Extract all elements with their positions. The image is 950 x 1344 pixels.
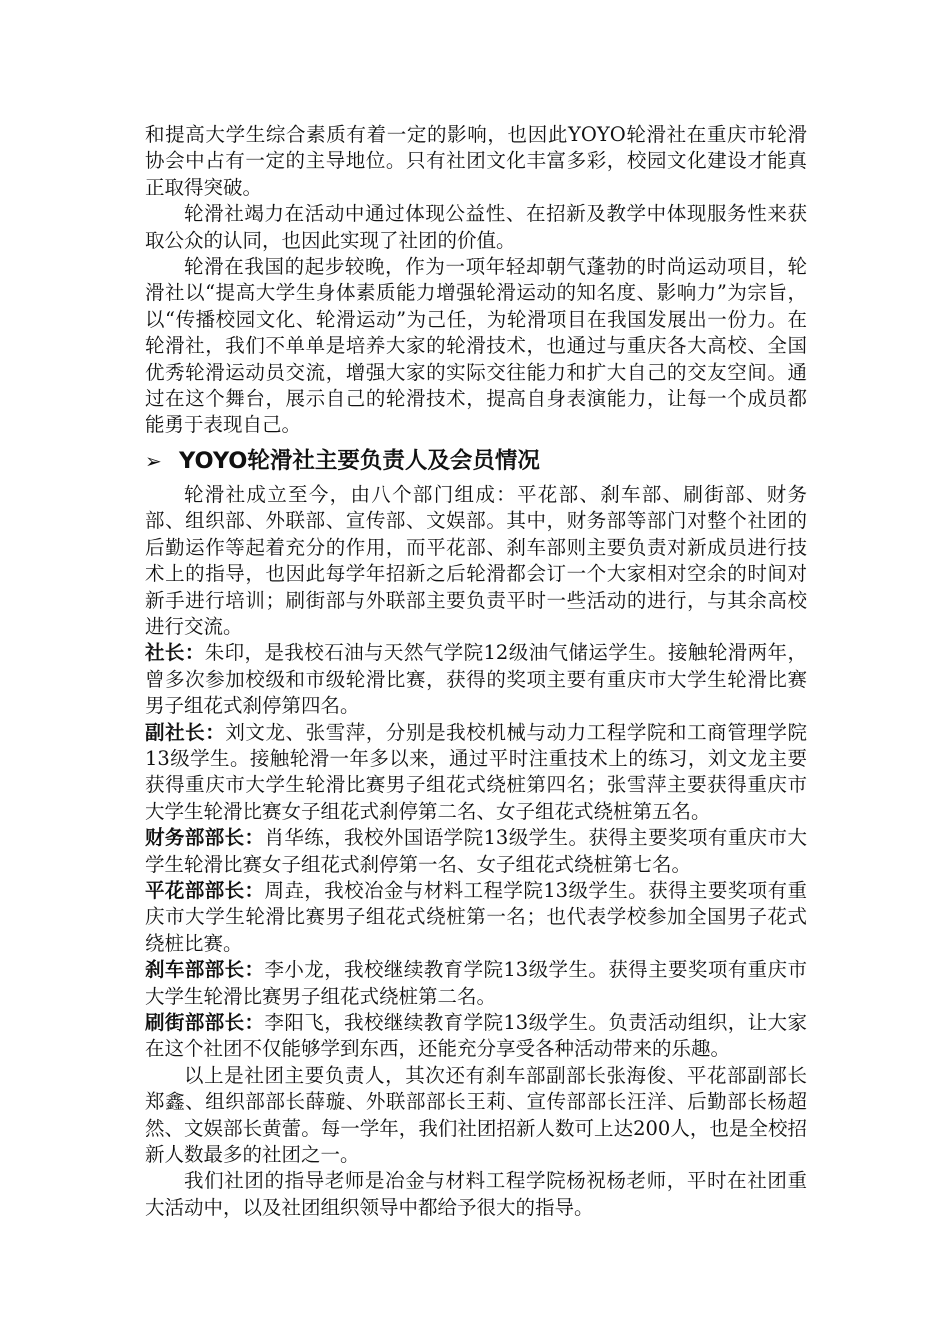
officer-description: 周垚，我校冶金与材料工程学院13级学生。获得主要奖项有重庆市大学生轮滑比赛男子组花式绕桩第一名；也代表学校参加全国男子花式绕桩比赛。 — [145, 878, 807, 955]
officer-description: 朱印，是我校石油与天然气学院12级油气储运学生。接触轮滑两年，曾多次参加校级和市级轮滑比赛，获得的奖项主要有重庆市大学生轮滑比赛男子组花式刹停第四名。 — [145, 641, 807, 718]
officer-entry-street-skating — [145, 1010, 807, 1063]
officer-description: 李小龙，我校继续教育学院13级学生。获得主要奖项有重庆市大学生轮滑比赛男子组花式绕桩第二名。 — [145, 958, 807, 1008]
officer-entry-braking — [145, 957, 807, 1010]
intro-paragraph-1: 和提高大学生综合素质有着一定的影响，也因此YOYO轮滑社在重庆市轮滑协会中占有一定的主导地位。只有社团文化丰富多彩，校园文化建设才能真正取得突破。 — [145, 123, 807, 199]
officer-entry-finance — [145, 825, 807, 878]
officer-description: 肖华练，我校外国语学院13级学生。获得主要奖项有重庆市大学生轮滑比赛女子组花式刹停第一名、女子组花式绕桩第七名。 — [145, 826, 807, 876]
intro-paragraph-3: 轮滑在我国的起步较晚，作为一项年轻却朝气蓬勃的时尚运动项目，轮滑社以“提高大学生身体素质能力增强轮滑运动的知名度、影响力”为宗旨，以“传播校园文化、轮滑运动”为己任，为轮滑项目在我国发展出一份力。在轮滑社，我们不单单是培养大家的轮滑技术，也通过与重庆各大高校、全国优秀轮滑运动员交流，增强大家的实际交往能力和扩大自己的交友空间。通过在这个舞台，展示自己的轮滑技术，提高自身表演能力，让每一个成员都能勇于表现自己。 — [145, 255, 807, 437]
closing-paragraph-2: 我们社团的指导老师是冶金与材料工程学院杨祝杨老师，平时在社团重大活动中，以及社团组织领导中都给予很大的指导。 — [145, 1169, 807, 1219]
officer-entry-president — [145, 640, 807, 719]
officer-label: 财务部部长： — [145, 826, 265, 850]
intro-paragraph-2: 轮滑社竭力在活动中通过体现公益性、在招新及教学中体现服务性来获取公众的认同，也因此实现了社团的价值。 — [145, 202, 807, 252]
page-body — [145, 122, 807, 1221]
closing-paragraph-1: 以上是社团主要负责人，其次还有刹车部副部长张海俊、平花部副部长郑鑫、组织部部长薛璇、外联部部长王莉、宣传部部长汪洋、后勤部长杨超然、文娱部长黄蕾。每一学年，我们社团招新人数可上达200人，也是全校招新人数最多的社团之一。 — [145, 1063, 807, 1167]
officer-entry-vice-president — [145, 720, 807, 826]
officer-label: 平花部部长： — [145, 878, 265, 902]
officer-description: 刘文龙、张雪萍，分别是我校机械与动力工程学院和工商管理学院13级学生。接触轮滑一年多以来，通过平时注重技术上的练习，刘文龙主要获得重庆市大学生轮滑比赛男子组花式绕桩第四名；张雪萍主要获得重庆市大学生轮滑比赛女子组花式刹停第二名、女子组花式绕桩第五名。 — [145, 720, 807, 823]
officer-description: 李阳飞，我校继续教育学院13级学生。负责活动组织，让大家在这个社团不仅能够学到东西，还能充分享受各种活动带来的乐趣。 — [145, 1011, 807, 1061]
officer-label: 副社长： — [145, 720, 226, 744]
section-title: YOYO轮滑社主要负责人及会员情况 — [179, 447, 540, 474]
officer-label: 刹车部部长： — [145, 958, 265, 982]
officer-label: 刷街部部长： — [145, 1011, 265, 1034]
officer-label: 社长： — [145, 641, 205, 665]
arrow-bullet-icon: ➢ — [145, 448, 162, 473]
departments-paragraph: 轮滑社成立至今，由八个部门组成：平花部、刹车部、刷街部、财务部、组织部、外联部、宣传部、文娱部。其中，财务部等部门对整个社团的后勤运作等起着充分的作用，而平花部、刹车部则主要负责对新成员进行技术上的指导，也因此每学年招新之后轮滑都会订一个大家相对空余的时间对新手进行培训；刷街部与外联部主要负责平时一些活动的进行，与其余高校进行交流。 — [145, 482, 807, 638]
officer-entry-flat-skating — [145, 878, 807, 957]
section-heading — [145, 444, 807, 478]
